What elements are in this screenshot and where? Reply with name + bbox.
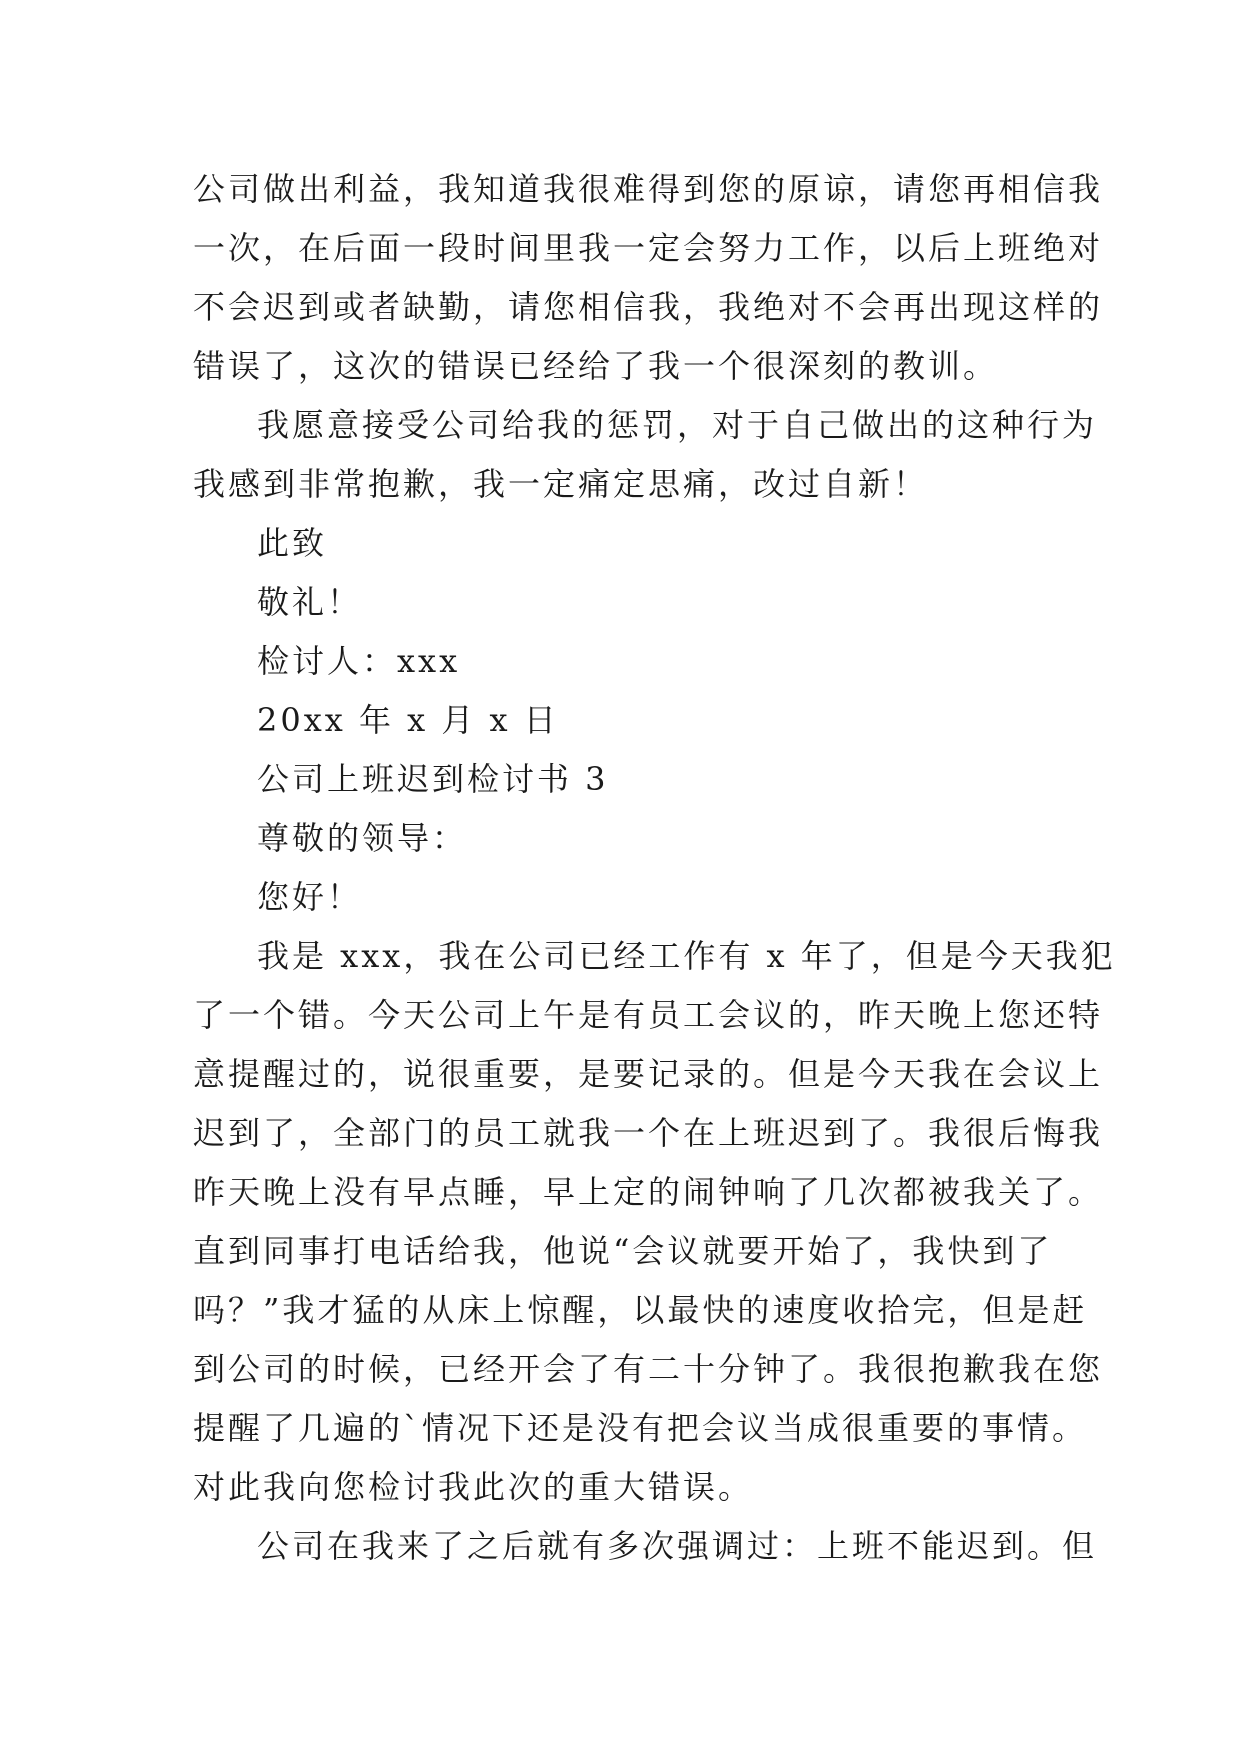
text-line: 公司上班迟到检讨书 3 [257,760,609,798]
text-line: 我愿意接受公司给我的惩罚，对于自己做出的这种行为 [257,406,1098,444]
text-line: 公司做出利益，我知道我很难得到您的原谅，请您再相信我 [193,170,1104,208]
text-line: 迟到了，全部门的员工就我一个在上班迟到了。我很后悔我 [193,1114,1104,1152]
paragraph [193,632,1073,691]
text-line: 了一个错。今天公司上午是有员工会议的，昨天晚上您还特 [193,996,1104,1034]
text-line: 尊敬的领导： [257,819,468,857]
text-line: 意提醒过的，说很重要，是要记录的。但是今天我在会议上 [193,1055,1104,1093]
text-line: 对此我向您检讨我此次的重大错误。 [193,1468,754,1506]
paragraph [193,927,1116,1517]
paragraph [193,750,1073,809]
paragraph [193,868,1073,927]
text-line: 此致 [257,524,328,562]
text-line: 您好！ [257,878,363,916]
text-line: 昨天晚上没有早点睡，早上定的闹钟响了几次都被我关了。 [193,1173,1104,1211]
paragraph [193,1517,1098,1576]
text-line: 公司在我来了之后就有多次强调过：上班不能迟到。但 [257,1527,1098,1565]
document-body [193,160,1116,1576]
paragraph [193,514,1073,573]
text-line: 我是 xxx，我在公司已经工作有 x 年了，但是今天我犯 [257,937,1116,975]
text-line: 吗？”我才猛的从床上惊醒，以最快的速度收拾完，但是赶 [193,1291,1088,1329]
text-line: 敬礼！ [257,583,363,621]
text-line: 20xx 年 x 月 x 日 [257,701,559,739]
paragraph [193,809,1073,868]
paragraph [193,396,1098,514]
paragraph [193,160,1104,396]
text-line: 提醒了几遍的`情况下还是没有把会议当成很重要的事情。 [193,1409,1088,1447]
paragraph [193,573,1073,632]
text-line: 不会迟到或者缺勤，请您相信我，我绝对不会再出现这样的 [193,288,1104,326]
text-line: 到公司的时候，已经开会了有二十分钟了。我很抱歉我在您 [193,1350,1104,1388]
text-line: 直到同事打电话给我，他说“会议就要开始了，我快到了 [193,1232,1053,1270]
text-line: 错误了，这次的错误已经给了我一个很深刻的教训。 [193,347,999,385]
paragraph [193,691,1073,750]
text-line: 检讨人：xxx [257,642,461,680]
text-line: 一次，在后面一段时间里我一定会努力工作，以后上班绝对 [193,229,1104,267]
text-line: 我感到非常抱歉，我一定痛定思痛，改过自新！ [193,465,929,503]
